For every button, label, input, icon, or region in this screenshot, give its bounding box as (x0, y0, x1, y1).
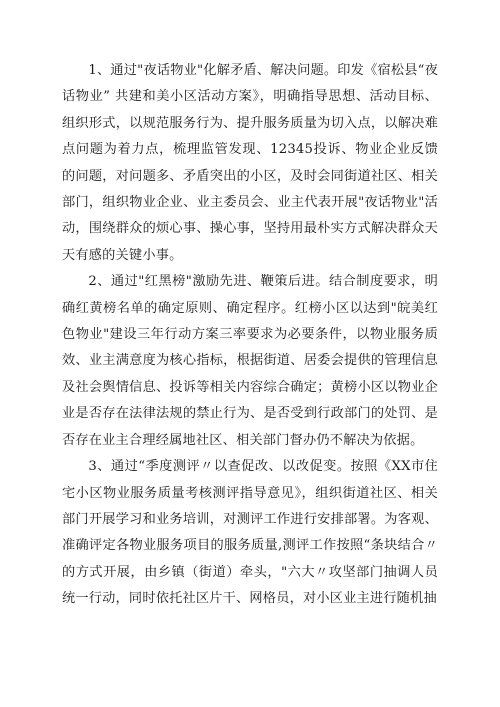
paragraph-3: 3、通过“季度测评〃以查促改、以改促变。按照《XX市住宅小区物业服务质量考核测评指导意见》，组织街道社区、相关部门开展学习和业务培训，对测评工作进行安排部署。为客观、准确评定各物业服务项目的服务质量,测评工作按照“条块结合〃的方式开展，由乡镇（街道）牵头，"六大〃攻坚部门抽调人员统一行动，同时依托社区片干、网格员，对小区业主进行随机抽 (62, 459, 438, 607)
paragraph-2: 2、通过"红黑榜"激励先进、鞭策后进。结合制度要求，明确红黄榜名单的确定原则、确定程序。红榜小区以达到"皖美红色物业"建设三年行动方案三率要求为必要条件，以物业服务质效、业主满意度为核心指标，根据街道、居委会提供的管理信息及社会舆情信息、投诉等相关内容综合确定；黄榜小区以物业企业是否存在法律法规的禁止行为、是否受到行政部门的处罚、是否存在业主合理经属地社区、相关部门督办仍不解决为依据。 (62, 274, 438, 448)
paragraph-1: 1、通过"夜话物业"化解矛盾、解决问题。印发《宿松县“夜话物业” 共建和美小区活动方案》，明确指导思想、活动目标、组织形式，以规范服务行为、提升服务质量为切入点，以解决难点问题为着力点，梳理监管发现、12345投诉、物业企业反馈的问题，对问题多、矛盾突出的小区，及时会同街道社区、相关部门，组织物业企业、业主委员会、业主代表开展"夜话物业"活动，围绕群众的烦心事、操心事，坚持用最朴实方式解决群众天天有感的关键小事。 (62, 63, 438, 263)
